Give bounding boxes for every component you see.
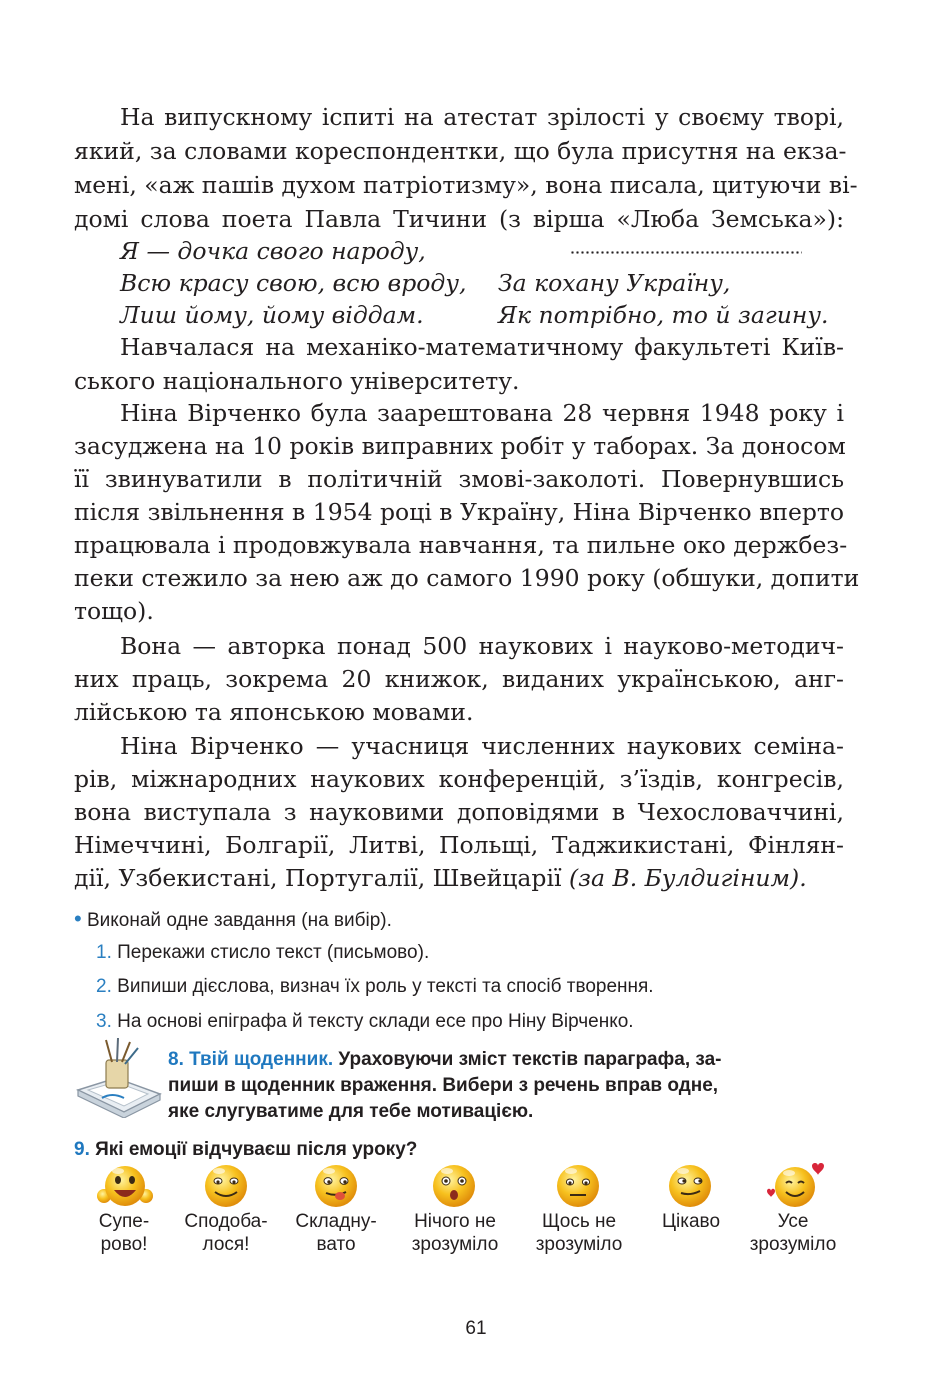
text-line: засуджена на 10 років виправних робіт у таборах. За доносом [74, 432, 846, 460]
emotion-label-line: Нічого не [414, 1211, 496, 1232]
emotion-label-line: Щось не [541, 1211, 617, 1232]
emotion-label-line: рово! [100, 1234, 148, 1255]
task-text: Випиши дієслова, визнач їх роль у тексті та спосіб творення. [117, 976, 654, 997]
text-line: них праць, зокрема 20 книжок, виданих українською, анг- [74, 665, 844, 693]
task-number: 2. [96, 976, 112, 997]
poem-line: Лиш йому, йому віддам. [120, 301, 424, 329]
task-text: На основі епіграфа й тексту склади есе про Ніну Вірченко. [117, 1011, 634, 1032]
emotion-label-confused [400, 1210, 510, 1256]
emotion-label-line: Сподоба- [184, 1211, 268, 1232]
task-intro [74, 906, 392, 934]
dotted-line [570, 250, 802, 256]
diary-notebook-icon [72, 1038, 164, 1118]
text-line: пеки стежило за нею аж до самого 1990 року (обшуки, допити [74, 564, 860, 592]
task-item [96, 940, 429, 966]
emotion-label-line: лося! [202, 1234, 250, 1255]
emotion-label-line: зрозуміло [535, 1234, 623, 1255]
text-line: Ніна Вірченко — учасниця численних наукових семіна- [120, 732, 844, 760]
interested-smiley-icon [660, 1162, 720, 1212]
emotion-label-liked [172, 1210, 280, 1256]
text-line: лійською та японською мовами. [74, 698, 474, 726]
task-number: 1. [96, 942, 112, 963]
text-line [74, 861, 844, 895]
emotion-label-line: Цікаво [661, 1211, 721, 1232]
text-line: її звинуватили в політичній змові-заколоті. Повернувшись [74, 465, 844, 493]
confused-smiley-icon [424, 1162, 484, 1212]
task-item [96, 1009, 634, 1035]
diary-line: пиши в щоденник враження. Вибери з речень вправ одне, [168, 1075, 719, 1096]
emotion-label-line: Усе [777, 1211, 809, 1232]
emotion-label-understood [738, 1210, 848, 1256]
text-line: ського національного університету. [74, 367, 520, 395]
emotions-question [74, 1137, 417, 1163]
task-intro-text: Виконай одне завдання (на вибір). [86, 910, 392, 931]
super-smiley-icon [94, 1162, 154, 1212]
question-number: 9. [74, 1139, 90, 1160]
poem-line: Я — дочка свого народу, [120, 237, 426, 265]
emotion-label-line: Складну- [295, 1211, 377, 1232]
emotion-label-difficult [284, 1210, 388, 1256]
task-number: 3. [96, 1011, 112, 1032]
text-line: вона виступала з науковими доповідями в Чехословаччині, [74, 798, 844, 826]
text-line: мені, «аж пашів духом патріотизму», вона писала, цитуючи ві- [74, 171, 858, 199]
page-number: 61 [465, 1318, 487, 1339]
text-line: працювала і продовжувала навчання, та пильне око держбез- [74, 531, 848, 559]
poem-line: Всю красу свою, всю вроду, [120, 269, 467, 297]
liked-smiley-icon [196, 1162, 256, 1212]
text-line-end: дії, Узбекистані, Португалії, Швейцарії [74, 864, 562, 892]
text-line: який, за словами кореспондентки, що була присутня на екза- [74, 137, 847, 165]
source-citation: (за В. Булдигіним). [568, 864, 807, 892]
text-line: домі слова поета Павла Тичини (з вірша «Люба Земська»): [74, 205, 844, 233]
diary-text: Ураховуючи зміст текстів параграфа, за- [338, 1049, 722, 1070]
bullet-icon: • [74, 906, 82, 931]
question-text: Які емоції відчуваєш після уроку? [95, 1139, 418, 1160]
puzzled-smiley-icon [548, 1162, 608, 1212]
emotion-label-puzzled [524, 1210, 634, 1256]
love-smiley-icon [764, 1162, 826, 1212]
emotion-label-line: вато [316, 1234, 356, 1255]
emotion-label-super [88, 1210, 160, 1256]
task-item [96, 974, 654, 1000]
text-line: Ніна Вірченко була заарештована 28 червня 1948 року і [120, 399, 844, 427]
text-line: рів, міжнародних наукових конференцій, з’їздів, конгресів, [74, 765, 844, 793]
diary-line [168, 1047, 834, 1073]
difficult-smiley-icon [306, 1162, 366, 1212]
diary-label: 8. Твій щоденник. [168, 1049, 334, 1070]
emotion-label-line: зрозуміло [411, 1234, 499, 1255]
text-line: Німеччині, Болгарії, Литві, Польщі, Таджикистані, Фінлян- [74, 831, 844, 859]
text-line: Вона — авторка понад 500 наукових і науково-методич- [120, 632, 844, 660]
task-text: Перекажи стисло текст (письмово). [117, 942, 430, 963]
text-line: На випускному іспиті на атестат зрілості у своєму творі, [120, 103, 844, 131]
emotion-label-line: Супе- [98, 1211, 150, 1232]
poem-line: Як потрібно, то й загину. [498, 301, 829, 329]
emotion-label-interested [648, 1210, 734, 1233]
text-line: Навчалася на механіко-математичному факультеті Київ- [120, 333, 844, 361]
emotion-label-line: зрозуміло [749, 1234, 837, 1255]
text-line: після звільнення в 1954 році в Україну, Ніна Вірченко вперто [74, 498, 845, 526]
poem-line: За кохану Україну, [498, 269, 731, 297]
diary-line: яке слугуватиме для тебе мотивацією. [168, 1101, 534, 1122]
text-line: тощо). [74, 597, 154, 625]
